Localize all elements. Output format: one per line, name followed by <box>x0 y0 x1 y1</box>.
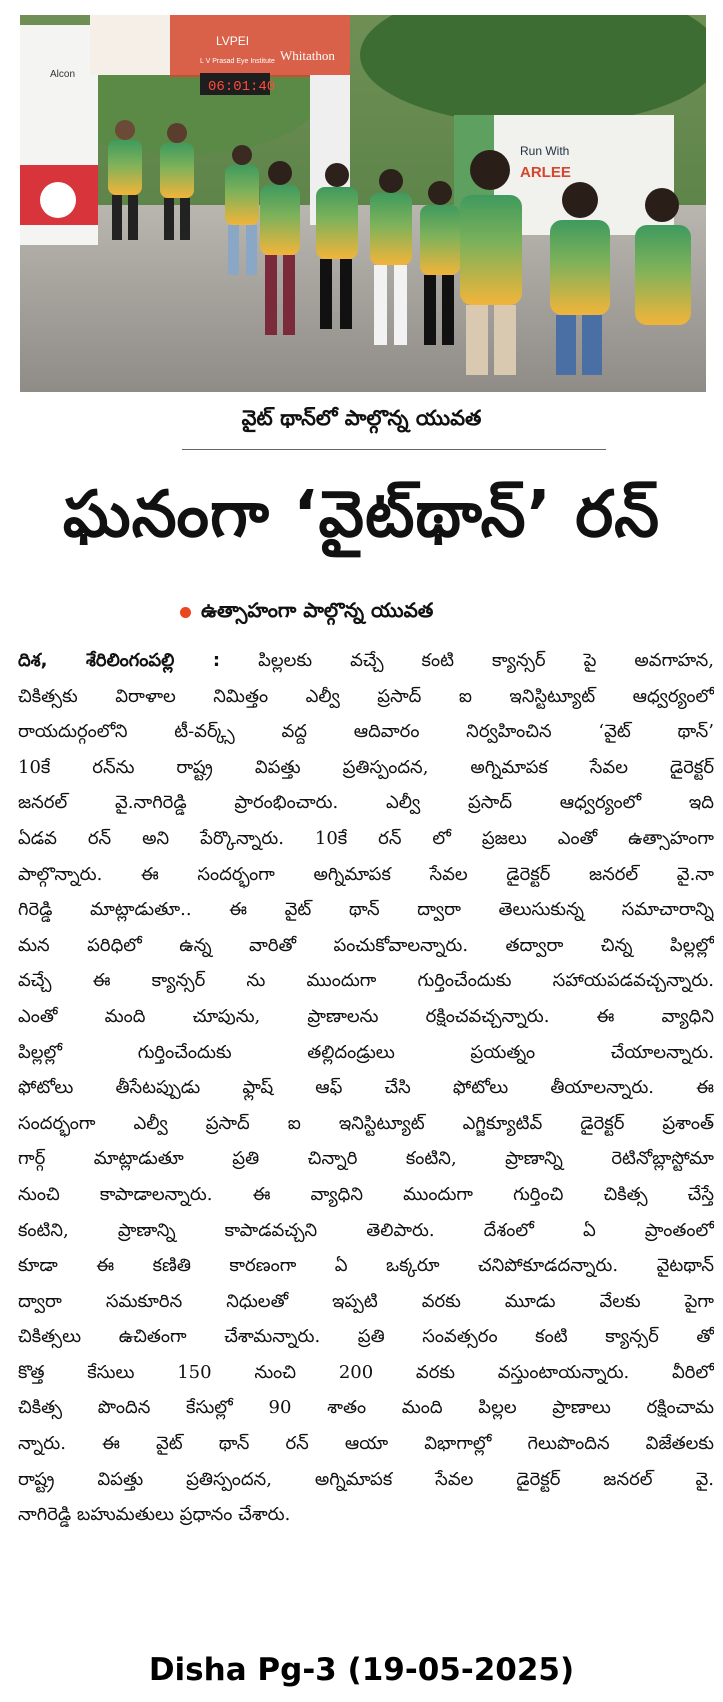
article-line: గార్గ్ మాట్లాడుతూ ప్రతి చిన్నారి కంటిని, ప్రాణాన్ని రెటినోబ్లాస్టోమా <box>18 1148 714 1170</box>
bullet-icon <box>180 607 191 618</box>
article-line: జనరల్ వై.నాగిరెడ్డి ప్రారంభించారు. ఎల్వీ ప్రసాద్ ఆధ్వర్యంలో ఇది <box>18 792 714 814</box>
article-line: ఫోటోలు తీసేటప్పుడు ఫ్లాష్ ఆఫ్ చేసి ఫోటోలు తీయాలన్నారు. ఈ <box>18 1077 714 1099</box>
arch-subtext: L V Prasad Eye Institute <box>200 58 275 65</box>
article-line: చికిత్స పొందిన కేసుల్లో 90 శాతం మంది పిల్లల ప్రాణాలు రక్షించామ <box>18 1397 714 1419</box>
article-line: 10కే రన్‌ను రాష్ట్ర విపత్తు ప్రతిస్పందన, అగ్నిమాపక సేవల డైరెక్టర్ <box>18 756 714 778</box>
dateline: దిశ, శేరిలింగంపల్లి : <box>18 650 221 671</box>
article-line: చికిత్సకు విరాళాల నిమిత్తం ఎల్వీ ప్రసాద్ ఐ ఇనిస్టిట్యూట్ ఆధ్వర్యంలో <box>18 685 714 707</box>
article-line: రాష్ట్ర విపత్తు ప్రతిస్పందన, అగ్నిమాపక సేవల డైరెక్టర్ జనరల్ వై. <box>18 1468 714 1490</box>
event-photo <box>20 15 706 392</box>
article-line: ఏడవ రన్ అని పేర్కొన్నారు. 10కే రన్ లో ప్రజలు ఎంతో ఉత్సాహంగా <box>18 827 714 849</box>
whitathon-run-photo <box>20 15 706 392</box>
banner-left-text: Alcon <box>50 69 76 80</box>
banner-right-text-2: ARLEE <box>520 164 571 181</box>
arch-brand: LVPEI <box>216 34 250 48</box>
banner-right-text: Run With <box>520 144 570 158</box>
headline: ఘనంగా ‘వైట్‌థాన్’ రన్ <box>62 478 661 552</box>
arch-timer: 06:01:40 <box>208 79 276 95</box>
subheadline <box>180 598 433 627</box>
arch-event: Whitathon <box>280 48 335 63</box>
article-line <box>18 643 714 679</box>
first-line-text: పిల్లలకు వచ్చే కంటి క్యాన్సర్ పై అవగాహన, <box>258 650 714 671</box>
article-line: కంటిని, ప్రాణాన్ని కాపాడవచ్చని తెలిపారు. దేశంలో ఏ ప్రాంతంలో <box>18 1219 714 1241</box>
page-footer: Disha Pg-3 (19-05-2025) <box>148 1652 575 1688</box>
article-line: కూడా ఈ కణితి కారణంగా ఏ ఒక్కరూ చనిపోకూడదన్నారు. వైటథాన్ <box>18 1255 714 1277</box>
article-line: సందర్భంగా ఎల్వీ ప్రసాద్ ఐ ఇనిస్టిట్యూట్ ఎగ్జిక్యూటివ్ డైరెక్టర్ ప్రశాంత్ <box>18 1112 714 1134</box>
caption-divider <box>182 449 606 450</box>
article-line: మన పరిధిలో ఉన్న వారితో పంచుకోవాలన్నారు. తద్వారా చిన్న పిల్లల్లో <box>18 934 714 956</box>
article-line: పాల్గొన్నారు. ఈ సందర్భంగా అగ్నిమాపక సేవల డైరెక్టర్ జనరల్ వై.నా <box>18 863 714 885</box>
subheadline-text: ఉత్సాహంగా పాల్గొన్న యువత <box>201 598 434 622</box>
article-line: పిల్లల్లో గుర్తించేందుకు తల్లిదండ్రులు ప్రయత్నం చేయాలన్నారు. <box>18 1041 714 1063</box>
article-line: వచ్చే ఈ క్యాన్సర్ ను ముందుగా గుర్తించేందుకు సహాయపడవచ్చన్నారు. <box>18 970 714 992</box>
article-line: కొత్త కేసులు 150 నుంచి 200 వరకు వస్తుంటాయన్నారు. వీరిలో <box>18 1361 714 1383</box>
article-line: నాగిరెడ్డి బహుమతులు ప్రధానం చేశారు. <box>18 1504 291 1526</box>
article-line: రాయదుర్గంలోని టీ-వర్క్స్ వద్ద ఆదివారం నిర్వహించిన ‘వైట్ థాన్’ <box>18 721 714 743</box>
photo-caption: వైట్ థాన్‌లో పాల్గొన్న యువత <box>241 406 482 430</box>
article-line: చికిత్సలు ఉచితంగా చేశామన్నారు. ప్రతి సంవత్సరం కంటి క్యాన్సర్ తో <box>18 1326 714 1348</box>
article-line: గిరెడ్డి మాట్లాడుతూ.. ఈ వైట్ థాన్ ద్వారా తెలుసుకున్న సమాచారాన్ని <box>18 899 714 921</box>
article-body <box>18 643 714 1533</box>
article-line: ఎంతో మంది చూపును, ప్రాణాలను రక్షించవచ్చన్నారు. ఈ వ్యాధిని <box>18 1005 714 1027</box>
article-line: న్నారు. ఈ వైట్ థాన్ రన్ ఆయా విభాగాల్లో గెలుపొందిన విజేతలకు <box>18 1433 714 1455</box>
article-line: నుంచి కాపాడాలన్నారు. ఈ వ్యాధిని ముందుగా గుర్తించి చికిత్స చేస్తే <box>18 1183 714 1205</box>
article-line: ద్వారా సమకూరిన నిధులతో ఇప్పటి వరకు మూడు వేలకు పైగా <box>18 1290 714 1312</box>
